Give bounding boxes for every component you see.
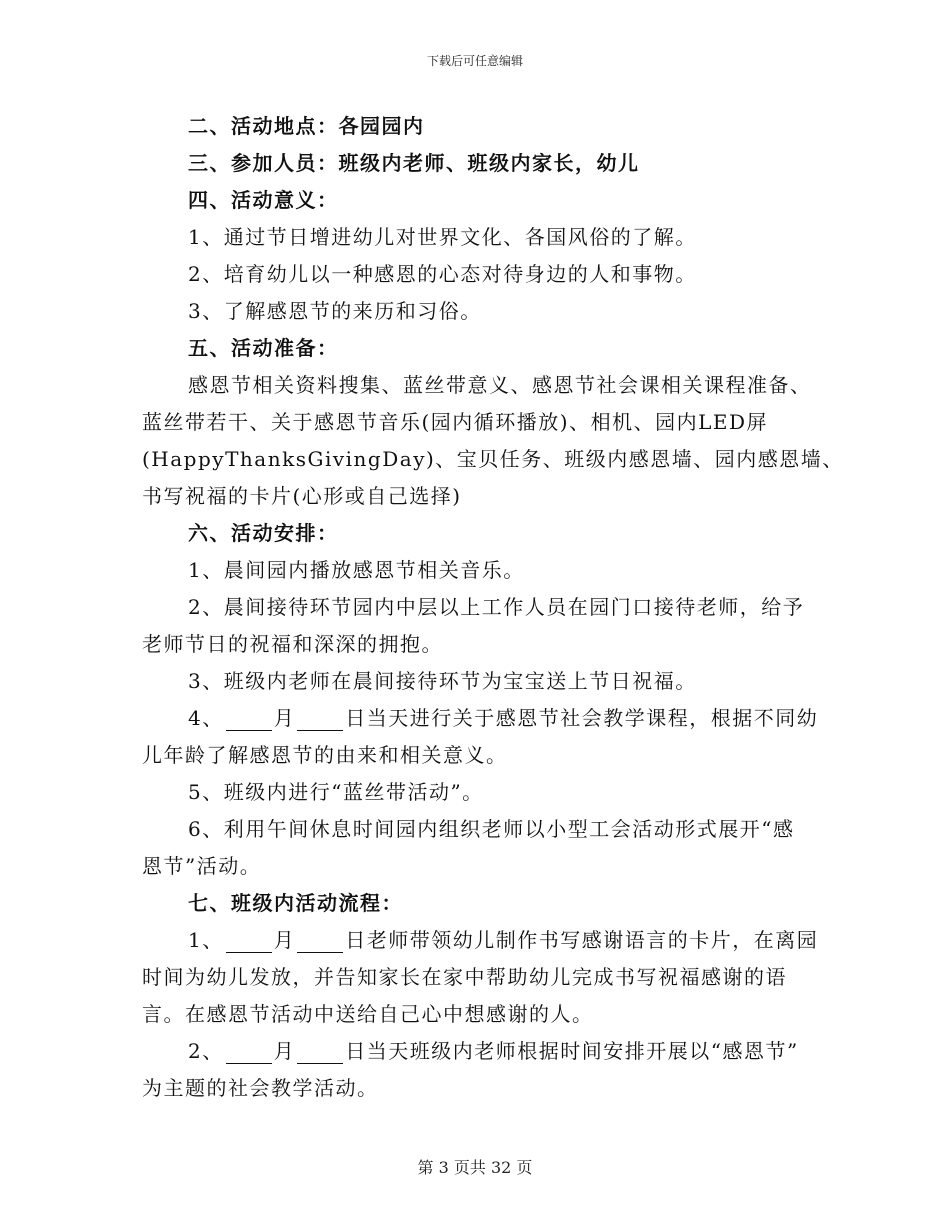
blank-underline	[226, 1041, 272, 1064]
paragraph-line: 儿年龄了解感恩节的由来和相关意义。	[142, 743, 508, 767]
paragraph-line: 言。在感恩节活动中送给自己心中想感谢的人。	[142, 1002, 594, 1026]
document-body	[142, 108, 844, 1107]
page-footer: 第 3 页共 32 页	[417, 1158, 533, 1177]
line-segment: 月	[273, 1039, 296, 1063]
paragraph-line: 恩节”活动。	[142, 854, 262, 878]
blank-underline	[297, 930, 343, 953]
section-heading: 三、参加人员：班级内老师、班级内家长，幼儿	[188, 151, 640, 175]
line-segment: 月	[273, 706, 296, 730]
blank-underline	[297, 1041, 343, 1064]
section-heading: 六、活动安排：	[188, 521, 339, 545]
paragraph-line: 感恩节相关资料搜集、蓝丝带意义、感恩节社会课相关课程准备、	[188, 373, 812, 397]
line-segment: 日当天进行关于感恩节社会教学课程，根据不同幼	[345, 706, 819, 730]
blank-underline	[226, 708, 272, 731]
section-heading: 二、活动地点：各园园内	[188, 114, 425, 138]
line-segment: 日老师带领幼儿制作书写感谢语言的卡片，在离园	[345, 928, 819, 952]
page-header: 下载后可任意编辑	[426, 54, 523, 68]
paragraph-line: 老师节日的祝福和深深的拥抱。	[142, 632, 443, 656]
section-heading: 五、活动准备：	[188, 336, 339, 360]
blank-underline	[297, 708, 343, 731]
paragraph-line: 2、培育幼儿以一种感恩的心态对待身边的人和事物。	[188, 262, 697, 286]
line-segment: 4、	[188, 706, 224, 730]
line-segment: 月	[273, 928, 296, 952]
paragraph-line: 3、班级内老师在晨间接待环节为宝宝送上节日祝福。	[188, 669, 697, 693]
section-heading: 四、活动意义：	[188, 188, 339, 212]
line-segment: 1、	[188, 928, 224, 952]
paragraph-line: 2、晨间接待环节园内中层以上工作人员在园门口接待老师，给予	[188, 595, 805, 619]
section-heading: 七、班级内活动流程：	[188, 891, 403, 915]
paragraph-line: (HappyThanksGivingDay)、宝贝任务、班级内感恩墙、园内感恩墙、	[142, 447, 844, 471]
paragraph-line: 3、了解感恩节的来历和习俗。	[188, 299, 482, 323]
paragraph-line: 蓝丝带若干、关于感恩节音乐(园内循环播放)、相机、园内LED屏	[142, 410, 769, 434]
line-segment: 日当天班级内老师根据时间安排开展以“感恩节”	[345, 1039, 799, 1063]
paragraph-line: 5、班级内进行“蓝丝带活动”。	[188, 780, 484, 804]
paragraph-line: 6、利用午间休息时间园内组织老师以小型工会活动形式展开“感	[188, 817, 795, 841]
paragraph-line: 为主题的社会教学活动。	[142, 1076, 379, 1100]
blank-underline	[226, 930, 272, 953]
paragraph-line	[142, 922, 822, 959]
paragraph-line	[142, 700, 822, 737]
paragraph-line: 1、晨间园内播放感恩节相关音乐。	[188, 558, 525, 582]
paragraph-line	[142, 1033, 822, 1070]
paragraph-line: 时间为幼儿发放，并告知家长在家中帮助幼儿完成书写祝福感谢的语	[142, 965, 787, 989]
paragraph-line: 1、通过节日增进幼儿对世界文化、各国风俗的了解。	[188, 225, 697, 249]
paragraph-line: 书写祝福的卡片(心形或自己选择)	[142, 484, 462, 508]
line-segment: 2、	[188, 1039, 224, 1063]
